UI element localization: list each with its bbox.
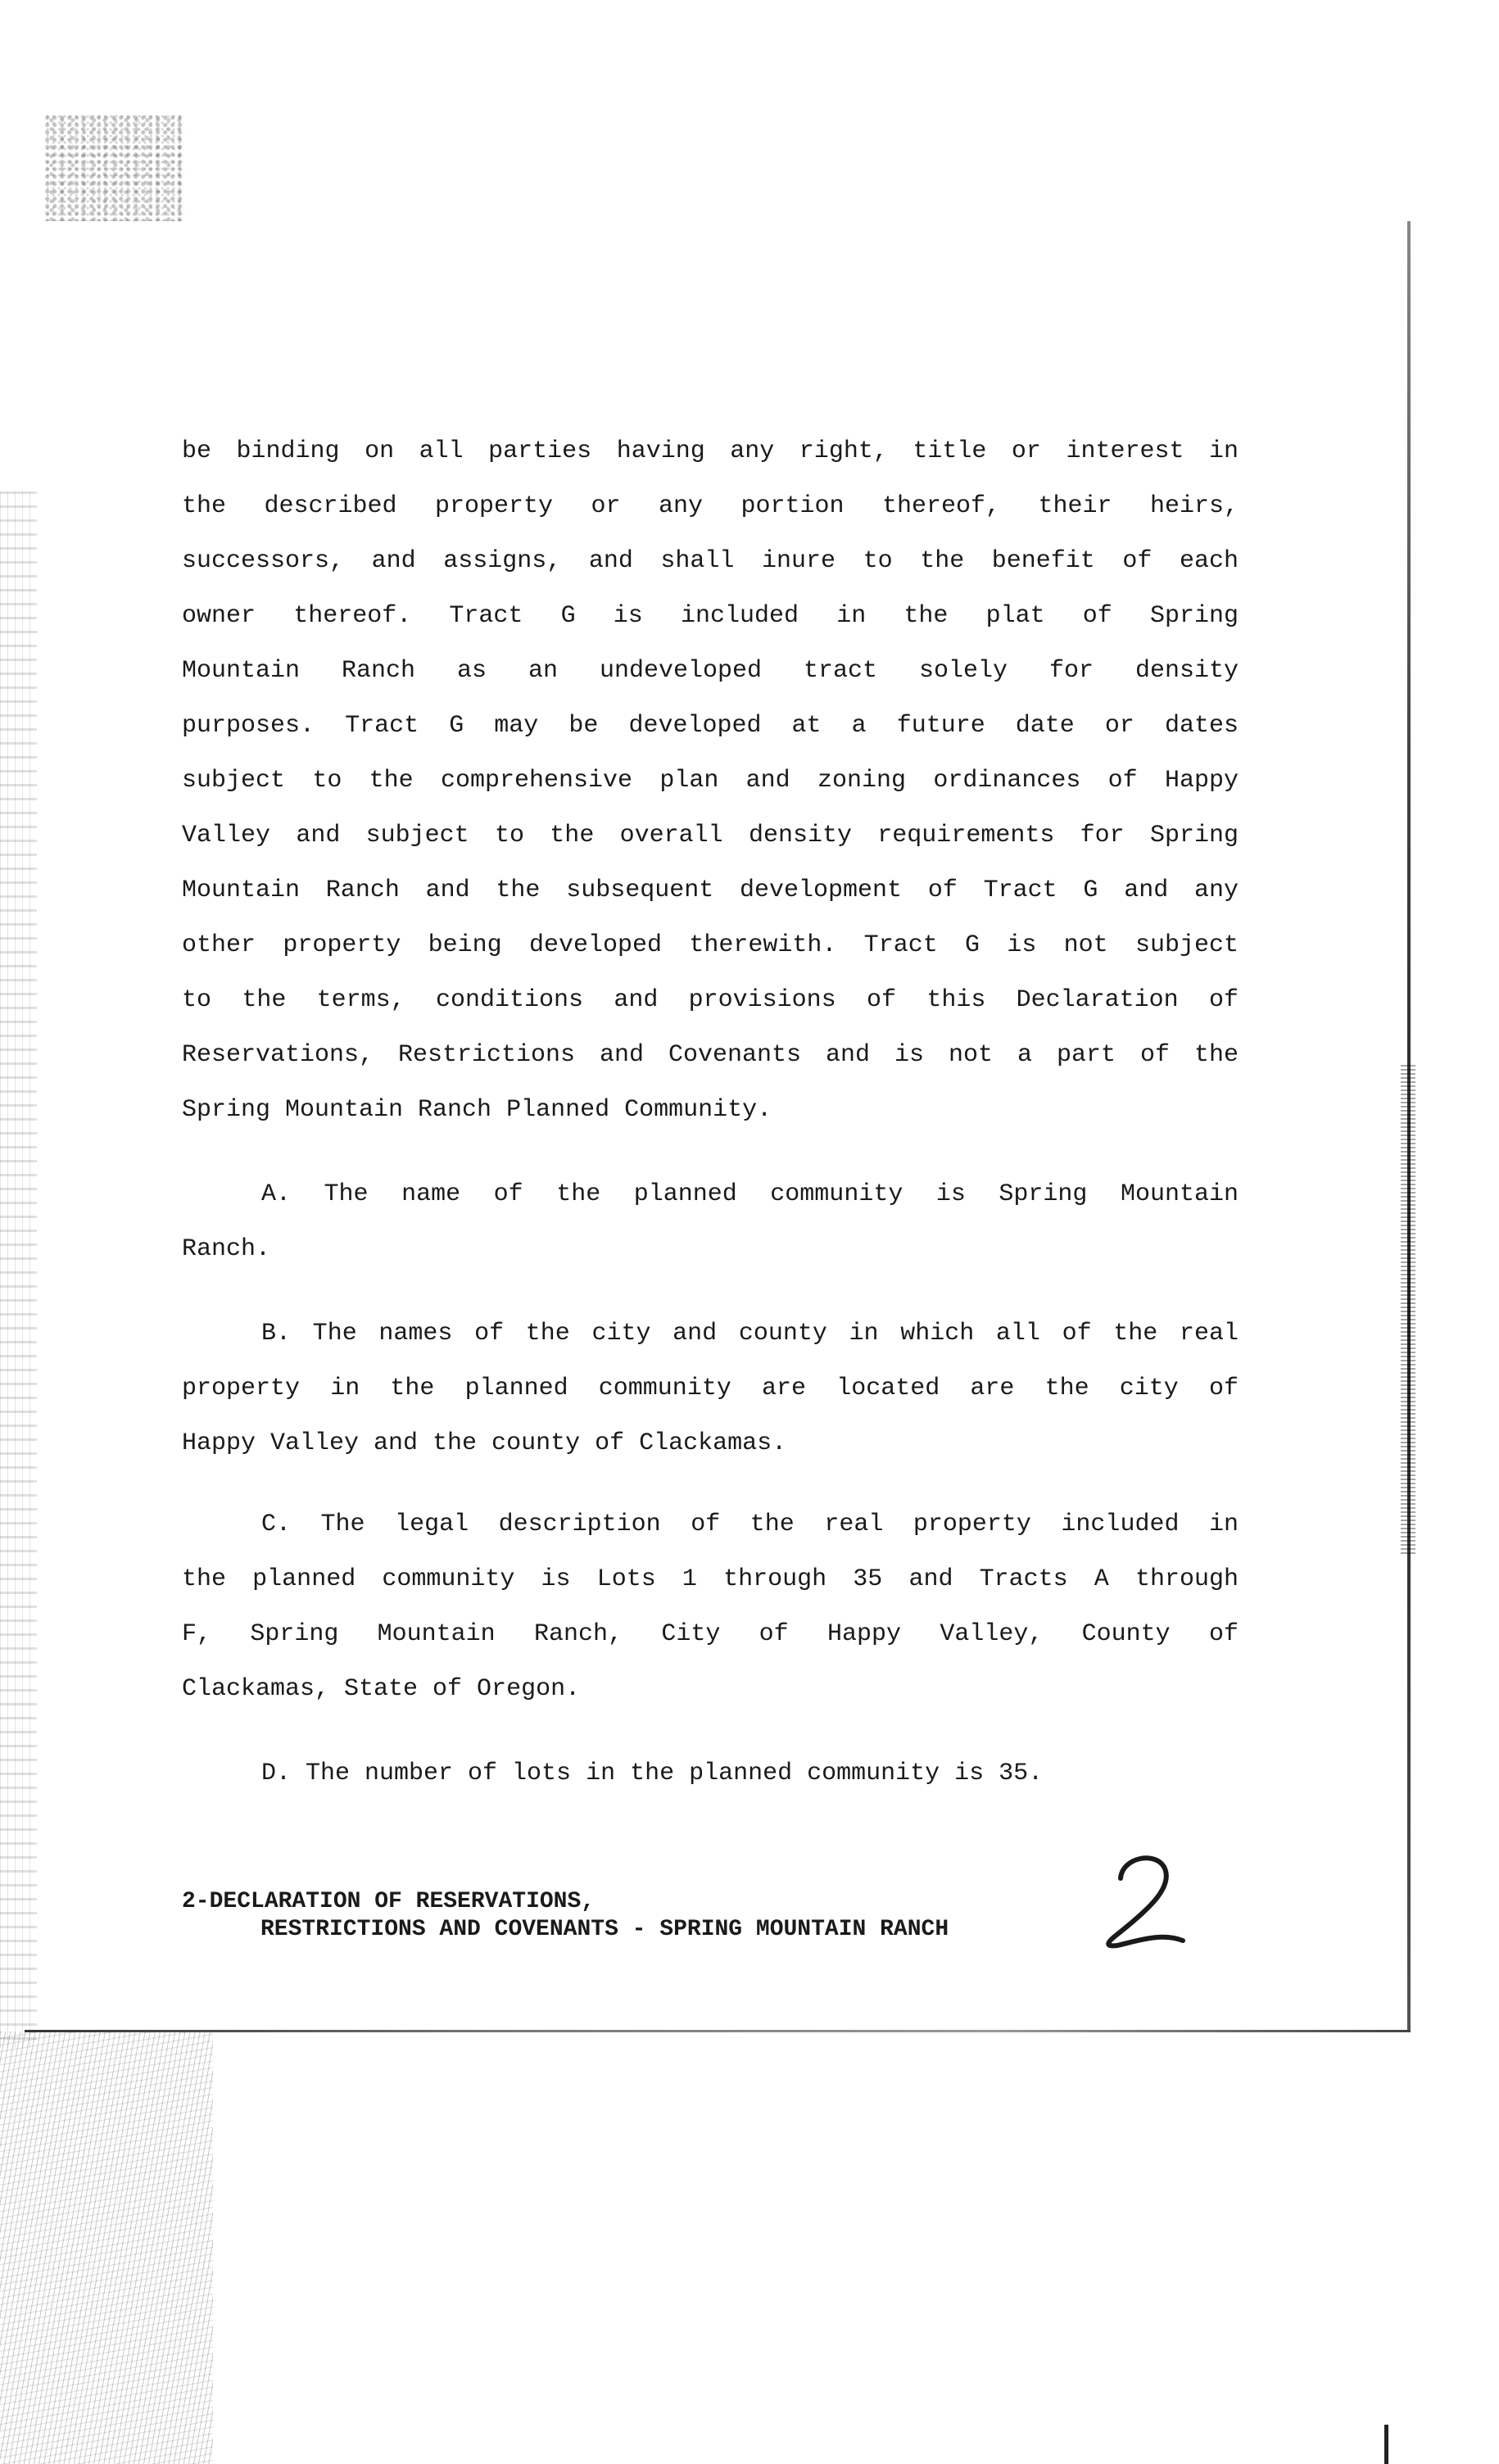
item-c [182, 1497, 1239, 1717]
footer-line: 2-DECLARATION OF RESERVATIONS, [182, 1889, 596, 1914]
text-line: successors, and assigns, and shall inure to the benefit of each [182, 547, 1239, 575]
text-line: owner thereof. Tract G is included in the plat of Spring [182, 602, 1239, 630]
text-line: Ranch. [182, 1235, 271, 1263]
text-line: Reservations, Restrictions and Covenants and is not a part of the [182, 1041, 1239, 1069]
corner-mark [1384, 2425, 1388, 2464]
text-line: C. The legal description of the real property included in [261, 1511, 1239, 1538]
text-line: Mountain Ranch and the subsequent development of Tract G and any [182, 876, 1239, 904]
text-line: F, Spring Mountain Ranch, City of Happy Valley, County of [182, 1620, 1239, 1648]
text-line: Happy Valley and the county of Clackamas. [182, 1429, 787, 1457]
text-line: the described property or any portion thereof, their heirs, [182, 492, 1239, 520]
scan-noise-left-edge [0, 491, 37, 2048]
bottom-border-rule [25, 2030, 1411, 2032]
handwritten-page-number [1098, 1847, 1188, 1954]
footer-line: RESTRICTIONS AND COVENANTS - SPRING MOUNTAIN RANCH [260, 1917, 949, 1942]
text-line: other property being developed therewith. Tract G is not subject [182, 931, 1239, 959]
text-line: Valley and subject to the overall density requirements for Spring [182, 822, 1239, 849]
text-line: to the terms, conditions and provisions of this Declaration of [182, 986, 1239, 1014]
text-line: Clackamas, State of Oregon. [182, 1675, 581, 1703]
item-a [182, 1167, 1239, 1277]
text-line: be binding on all parties having any right, title or interest in [182, 437, 1239, 465]
right-border-texture [1401, 1065, 1415, 1556]
item-d [182, 1746, 1239, 1801]
main-paragraph [182, 424, 1239, 1138]
scan-noise-bottom-left [0, 2031, 213, 2464]
text-line: the planned community is Lots 1 through 35 and Tracts A through [182, 1565, 1239, 1593]
text-line: A. The name of the planned community is Spring Mountain [261, 1180, 1239, 1208]
text-line: purposes. Tract G may be developed at a future date or dates [182, 712, 1239, 740]
text-line: D. The number of lots in the planned community is 35. [261, 1760, 1044, 1787]
item-b [182, 1307, 1239, 1471]
text-line: Spring Mountain Ranch Planned Community. [182, 1096, 772, 1124]
document-footer [182, 1888, 949, 1944]
text-line: Mountain Ranch as an undeveloped tract solely for density [182, 657, 1239, 685]
text-line: property in the planned community are located are the city of [182, 1375, 1239, 1402]
scan-noise-top-left [45, 115, 184, 221]
text-line: subject to the comprehensive plan and zoning ordinances of Happy [182, 767, 1239, 795]
text-line: B. The names of the city and county in which all of the real [261, 1320, 1239, 1348]
